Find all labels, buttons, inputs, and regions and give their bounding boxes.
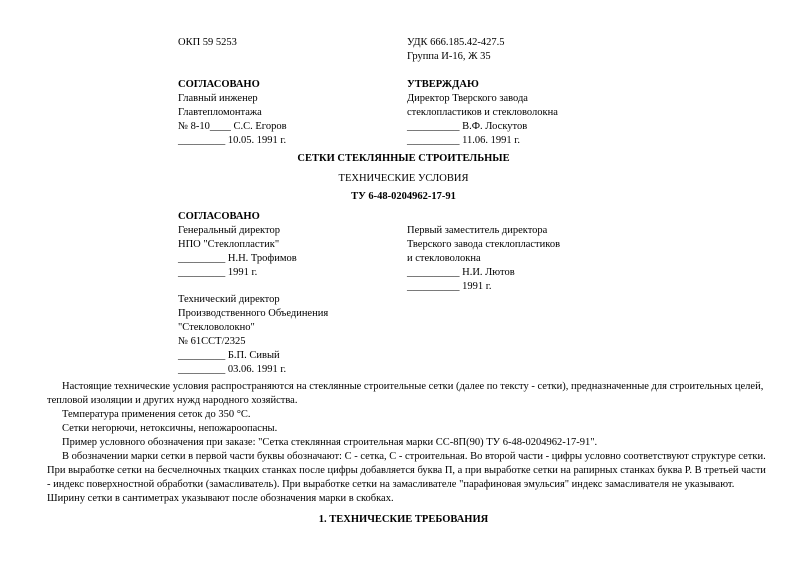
agreed-left2-line: № 61ССТ/2325	[178, 336, 246, 347]
approval-left-line: _________ 10.05. 1991 г.	[178, 135, 287, 146]
agreed-right-line: __________ 1991 г.	[407, 281, 492, 292]
agreed-left	[178, 224, 297, 280]
document-subtitle: ТЕХНИЧЕСКИЕ УСЛОВИЯ	[338, 173, 469, 184]
agreed-left-line: Генеральный директор	[178, 225, 280, 236]
agreed-left-line: НПО "Стеклопластик"	[178, 239, 280, 250]
agreed-left2-line: _________ Б.П. Сивый	[178, 350, 280, 361]
agreed-right	[407, 224, 560, 294]
body-paragraph: Сетки негорючи, нетоксичны, непожароопасны.	[62, 423, 278, 434]
approval-left	[178, 78, 287, 148]
approval-left-heading: СОГЛАСОВАНО	[178, 79, 260, 90]
approval-right-line: __________ В.Ф. Лоскутов	[407, 121, 528, 132]
approval-left-line: Главтепломонтажа	[178, 107, 262, 118]
approval-right-line: __________ 11.06. 1991 г.	[407, 135, 520, 146]
approval-right	[407, 78, 558, 148]
document-code: ТУ 6-48-0204962-17-91	[351, 191, 456, 202]
agreed-left2	[178, 293, 328, 377]
agreed-heading: СОГЛАСОВАНО	[178, 211, 260, 222]
approval-right-line: стеклопластиков и стекловолокна	[407, 107, 558, 118]
agreed-left-line: _________ Н.Н. Трофимов	[178, 253, 297, 264]
agreed-right-line: __________ Н.И. Лютов	[407, 267, 515, 278]
agreed-left2-line: Производственного Объединения	[178, 308, 329, 319]
udk-code: УДК 666.185.42-427.5	[407, 37, 505, 48]
okp-code: ОКП 59 5253	[178, 37, 237, 48]
document-title: СЕТКИ СТЕКЛЯННЫЕ СТРОИТЕЛЬНЫЕ	[297, 153, 510, 164]
approval-left-line: Главный инженер	[178, 93, 258, 104]
agreed-left2-line: "Стекловолокно"	[178, 322, 255, 333]
agreed-left2-line: Технический директор	[178, 294, 280, 305]
agreed-right-line: и стекловолокна	[407, 253, 481, 264]
agreed-right-line: Тверского завода стеклопластиков	[407, 239, 561, 250]
agreed-right-line: Первый заместитель директора	[407, 225, 548, 236]
body-paragraph: Пример условного обозначения при заказе: "Сетка стеклянная строительная марки СС-8П(90) ТУ 6-48-0204962-17-91".	[62, 437, 598, 448]
approval-right-heading: УТВЕРЖДАЮ	[407, 79, 479, 90]
group-code: Группа И-16, Ж 35	[407, 51, 491, 62]
agreed-left-line: _________ 1991 г.	[178, 267, 258, 278]
body-paragraph: Температура применения сеток до 350 °С.	[62, 409, 251, 420]
agreed-left2-line: _________ 03.06. 1991 г.	[178, 364, 287, 375]
body-paragraph: Настоящие технические условия распространяются на стеклянные строительные сетки (далее по тексту - сетки), предназначенные для строительных целей, тепловой изоляции и других нужд народного хозяйства.	[47, 381, 764, 406]
approval-left-line: № 8-10____ С.С. Егоров	[178, 121, 287, 132]
approval-right-line: Директор Тверского завода	[407, 93, 528, 104]
body-paragraph: В обозначении марки сетки в первой части буквы обозначают: С - сетка, С - строительная. Во второй части - цифры условно соответствуют структуре сетки. При выработке сетки на бесчелночных ткацких станках после цифры добавляется буква П, а при выработке сетки на рапирных станках буква Р. В третьей части - индекс поверхностной обработки (замасливатель). При выработке сетки на замасливателе "парафиновая эмульсия" индекс замасливателя не указывают. Ширину сетки в сантиметрах указывают после обозначения марки в скобках.	[47, 451, 766, 504]
section-heading: 1. ТЕХНИЧЕСКИЕ ТРЕБОВАНИЯ	[318, 514, 489, 525]
